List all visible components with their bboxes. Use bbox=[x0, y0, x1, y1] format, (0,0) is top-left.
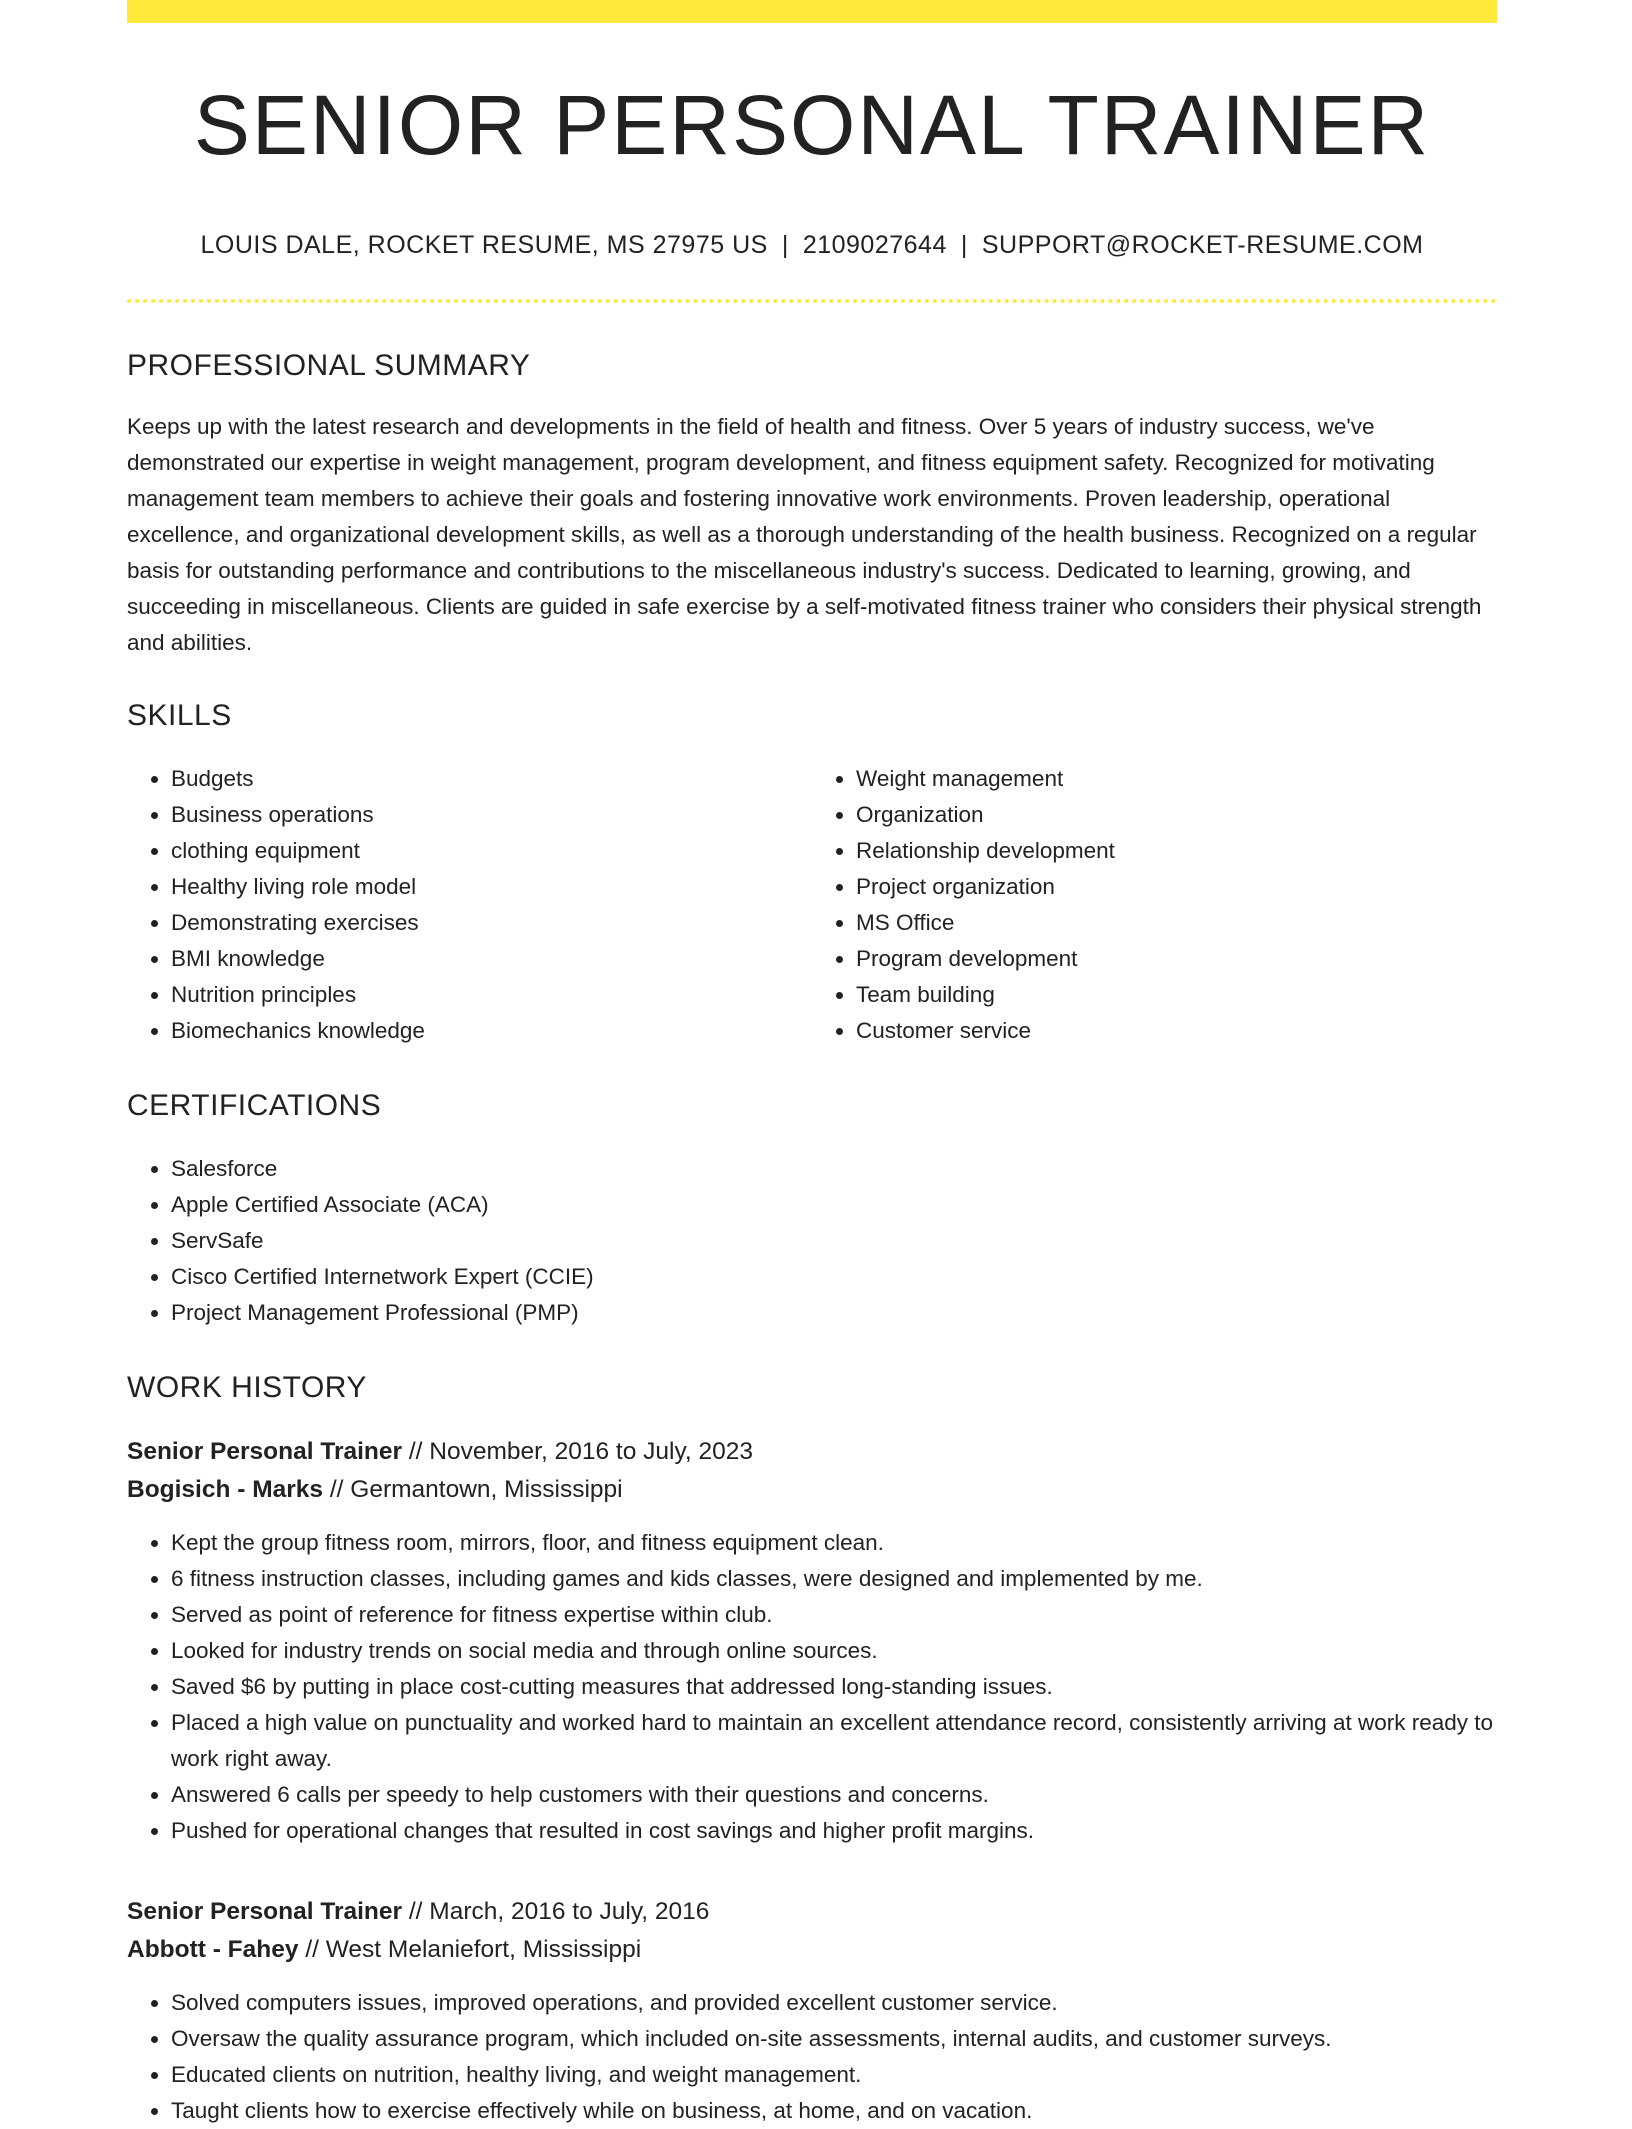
job-bullet: • Served as point of reference for fitness expertise within club. bbox=[171, 1597, 1497, 1633]
skill-item: • Business operations bbox=[171, 797, 812, 833]
skill-item: • Team building bbox=[856, 977, 1497, 1013]
job-company: Bogisich - Marks bbox=[127, 1476, 324, 1503]
job-location: // Germantown, Mississippi bbox=[329, 1476, 623, 1503]
job-company-line bbox=[127, 1931, 1497, 1969]
certification-item: • Project Management Professional (PMP) bbox=[171, 1295, 1497, 1331]
contact-line bbox=[127, 231, 1497, 260]
job-bullet: • Oversaw the quality assurance program, which included on-site assessments, internal audits, and customer surveys. bbox=[171, 2021, 1497, 2057]
dotted-divider bbox=[127, 299, 1497, 303]
skill-item: • Budgets bbox=[171, 761, 812, 797]
job-location: // West Melaniefort, Mississippi bbox=[305, 1936, 642, 1963]
job-role-line bbox=[127, 1433, 1497, 1471]
job-bullet: • Educated clients on nutrition, healthy living, and weight management. bbox=[171, 2057, 1497, 2093]
job-bullets bbox=[127, 1525, 1497, 1849]
skill-item: • Biomechanics knowledge bbox=[171, 1013, 812, 1049]
resume-title: SENIOR PERSONAL TRAINER bbox=[193, 78, 1431, 172]
job-role: Senior Personal Trainer bbox=[127, 1898, 403, 1925]
certifications-heading: CERTIFICATIONS bbox=[127, 1089, 382, 1122]
summary-heading: PROFESSIONAL SUMMARY bbox=[127, 349, 531, 382]
contact-address: LOUIS DALE, ROCKET RESUME, MS 27975 US bbox=[200, 231, 768, 259]
skill-item: • Weight management bbox=[856, 761, 1497, 797]
job-dates: // November, 2016 to July, 2023 bbox=[408, 1438, 753, 1465]
contact-separator: | bbox=[781, 231, 789, 259]
skill-item: • MS Office bbox=[856, 905, 1497, 941]
certification-item: • ServSafe bbox=[171, 1223, 1497, 1259]
certification-item: • Cisco Certified Internetwork Expert (CCIE) bbox=[171, 1259, 1497, 1295]
skills-heading: SKILLS bbox=[127, 699, 232, 732]
certifications-list bbox=[127, 1151, 1497, 1331]
skills-columns bbox=[127, 761, 1497, 1049]
skill-item: • BMI knowledge bbox=[171, 941, 812, 977]
skill-item: • Healthy living role model bbox=[171, 869, 812, 905]
job-bullet: • Pushed for operational changes that resulted in cost savings and higher profit margins. bbox=[171, 1813, 1497, 1849]
skill-item: • clothing equipment bbox=[171, 833, 812, 869]
skill-item: • Organization bbox=[856, 797, 1497, 833]
job-bullet: • Kept the group fitness room, mirrors, floor, and fitness equipment clean. bbox=[171, 1525, 1497, 1561]
certification-item: • Apple Certified Associate (ACA) bbox=[171, 1187, 1497, 1223]
certification-item: • Salesforce bbox=[171, 1151, 1497, 1187]
work-history-heading: WORK HISTORY bbox=[127, 1371, 367, 1404]
job-bullet: • Taught clients how to exercise effectively while on business, at home, and on vacation. bbox=[171, 2093, 1497, 2129]
job-role-line bbox=[127, 1893, 1497, 1931]
job-entry bbox=[127, 1433, 1497, 1849]
job-role: Senior Personal Trainer bbox=[127, 1438, 403, 1465]
skill-item: • Customer service bbox=[856, 1013, 1497, 1049]
skill-item: • Relationship development bbox=[856, 833, 1497, 869]
job-bullet: • Looked for industry trends on social media and through online sources. bbox=[171, 1633, 1497, 1669]
contact-separator: | bbox=[960, 231, 968, 259]
skill-item: • Program development bbox=[856, 941, 1497, 977]
skill-item: • Project organization bbox=[856, 869, 1497, 905]
skills-list-right bbox=[812, 761, 1497, 1049]
job-bullet: • Saved $6 by putting in place cost-cutting measures that addressed long-standing issues. bbox=[171, 1669, 1497, 1705]
job-entry bbox=[127, 1893, 1497, 2129]
job-bullet: • Answered 6 calls per speedy to help customers with their questions and concerns. bbox=[171, 1777, 1497, 1813]
job-bullet: • Placed a high value on punctuality and worked hard to maintain an excellent attendance record, consistently arriving at work ready to work right away. bbox=[171, 1705, 1497, 1777]
job-company: Abbott - Fahey bbox=[127, 1936, 299, 1963]
job-company-line bbox=[127, 1471, 1497, 1509]
contact-email: SUPPORT@ROCKET-RESUME.COM bbox=[981, 231, 1424, 259]
contact-phone: 2109027644 bbox=[802, 231, 947, 259]
job-bullet: • Solved computers issues, improved operations, and provided excellent customer service. bbox=[171, 1985, 1497, 2021]
summary-text: Keeps up with the latest research and developments in the field of health and fitness. Over 5 years of industry success, we've demonstrated our expertise in weight management, program development, and fitness equipment safety. Recognized for motivating management team members to achieve their goals and fostering innovative work environments. Proven leadership, operational excellence, and organizational development skills, as well as a thorough understanding of the health business. Recognized on a regular basis for outstanding performance and contributions to the miscellaneous industry's success. Dedicated to learning, growing, and succeeding in miscellaneous. Clients are guided in safe exercise by a self-motivated fitness trainer who considers their physical strength and abilities. bbox=[127, 414, 1482, 655]
resume-page bbox=[127, 0, 1497, 2129]
job-bullet: • 6 fitness instruction classes, including games and kids classes, were designed and implemented by me. bbox=[171, 1561, 1497, 1597]
skill-item: • Demonstrating exercises bbox=[171, 905, 812, 941]
job-dates: // March, 2016 to July, 2016 bbox=[408, 1898, 710, 1925]
top-accent-bar bbox=[127, 0, 1497, 23]
skills-list-left bbox=[127, 761, 812, 1049]
job-bullets bbox=[127, 1985, 1497, 2129]
skill-item: • Nutrition principles bbox=[171, 977, 812, 1013]
